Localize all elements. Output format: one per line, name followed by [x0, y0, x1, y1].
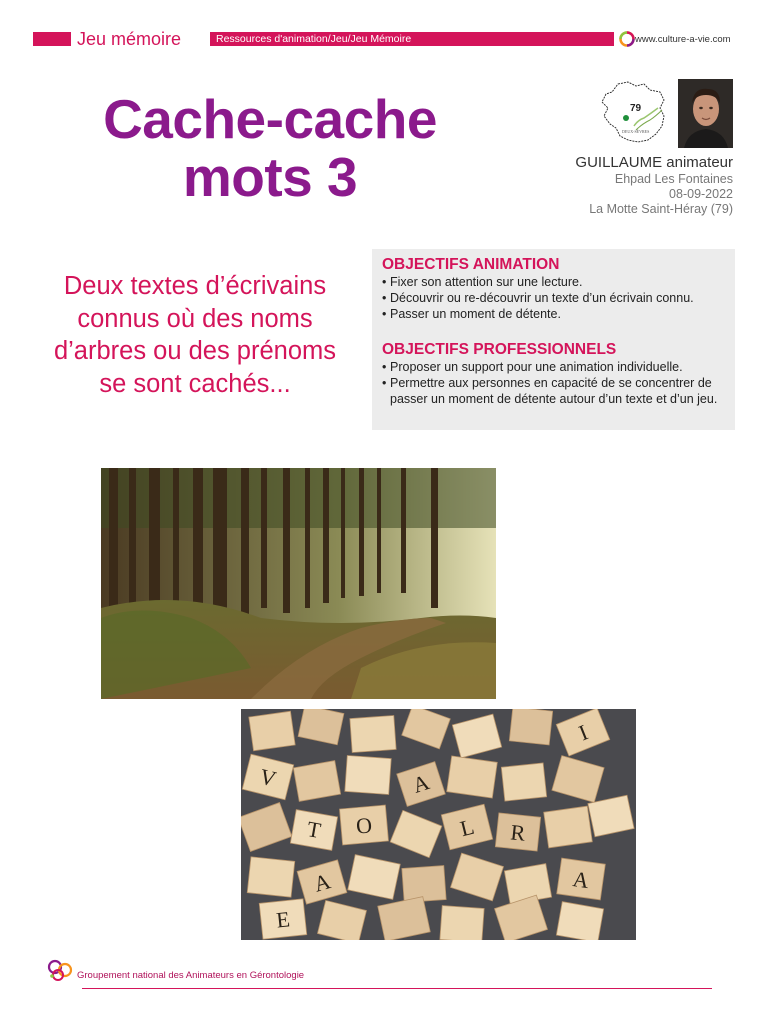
culture-a-vie-logo-icon [619, 31, 635, 47]
header-title: Jeu mémoire [77, 29, 182, 49]
breadcrumb[interactable]: Ressources d'animation/Jeu/Jeu Mémoire [210, 32, 614, 46]
author-portrait [678, 79, 733, 148]
objective-item: • Passer un moment de détente. [382, 307, 561, 321]
letter-tiles-photo [241, 709, 636, 940]
tile-letter: L [457, 813, 477, 842]
page-title [60, 90, 480, 206]
tile-letter: A [571, 866, 591, 893]
subtitle-line: Deux textes d’écrivains [63, 272, 327, 300]
objective-item: • Fixer son attention sur une lecture. [382, 275, 583, 289]
tile-letter: R [509, 819, 527, 846]
forest-photo [101, 468, 496, 699]
author-place: La Motte Saint-Héray (79) [589, 202, 733, 216]
tile-letter: A [409, 769, 433, 798]
france-map-icon [598, 80, 674, 146]
footer-organisation: Groupement national des Animateurs en Gérontologie [77, 970, 305, 981]
page-title-line: mots 3 [182, 146, 358, 208]
footer-divider [82, 988, 712, 989]
page-title-line: Cache-cache [103, 88, 437, 150]
subtitle-line: d’arbres ou des prénoms [53, 337, 337, 365]
author-date: 08-09-2022 [669, 187, 733, 201]
subtitle-line: se sont cachés... [99, 369, 291, 398]
tile-letter: V [257, 763, 279, 792]
tile-letter: E [275, 906, 292, 933]
objective-item: • Permettre aux personnes en capacité de se concentrer de passer un moment de détente autour d’un texte et d’un jeu. [382, 376, 718, 406]
subtitle-line: connus où des noms [77, 304, 313, 333]
objectives-animation-title: OBJECTIFS ANIMATION [382, 256, 560, 273]
author-ehpad: Ehpad Les Fontaines [614, 172, 733, 186]
author-name [575, 154, 733, 171]
tile-letter: O [355, 812, 374, 839]
map-department-number: 79 [630, 103, 642, 114]
author-first-name: GUILLAUME [575, 154, 663, 171]
forest-image-icon [101, 468, 496, 699]
tile-letter: I [575, 719, 592, 746]
objective-item: • Proposer un support pour une animation individuelle. [382, 360, 683, 374]
objective-item: • Découvrir ou re-découvrir un texte d’un écrivain connu. [382, 291, 694, 305]
avatar [678, 79, 733, 148]
tile-letter: T [305, 816, 323, 843]
letter-tiles-image-icon [241, 709, 636, 940]
map-department-label: DEUX-SÈVRES [622, 129, 650, 134]
gag-logo-icon [46, 957, 74, 983]
objectives-professional-title: OBJECTIFS PROFESSIONNELS [382, 341, 617, 358]
subtitle [30, 270, 360, 400]
tile-letter: A [311, 868, 334, 897]
header-accent-bar [33, 32, 71, 46]
author-role: animateur [662, 154, 733, 171]
website-link[interactable]: www.culture-a-vie.com [635, 34, 731, 45]
